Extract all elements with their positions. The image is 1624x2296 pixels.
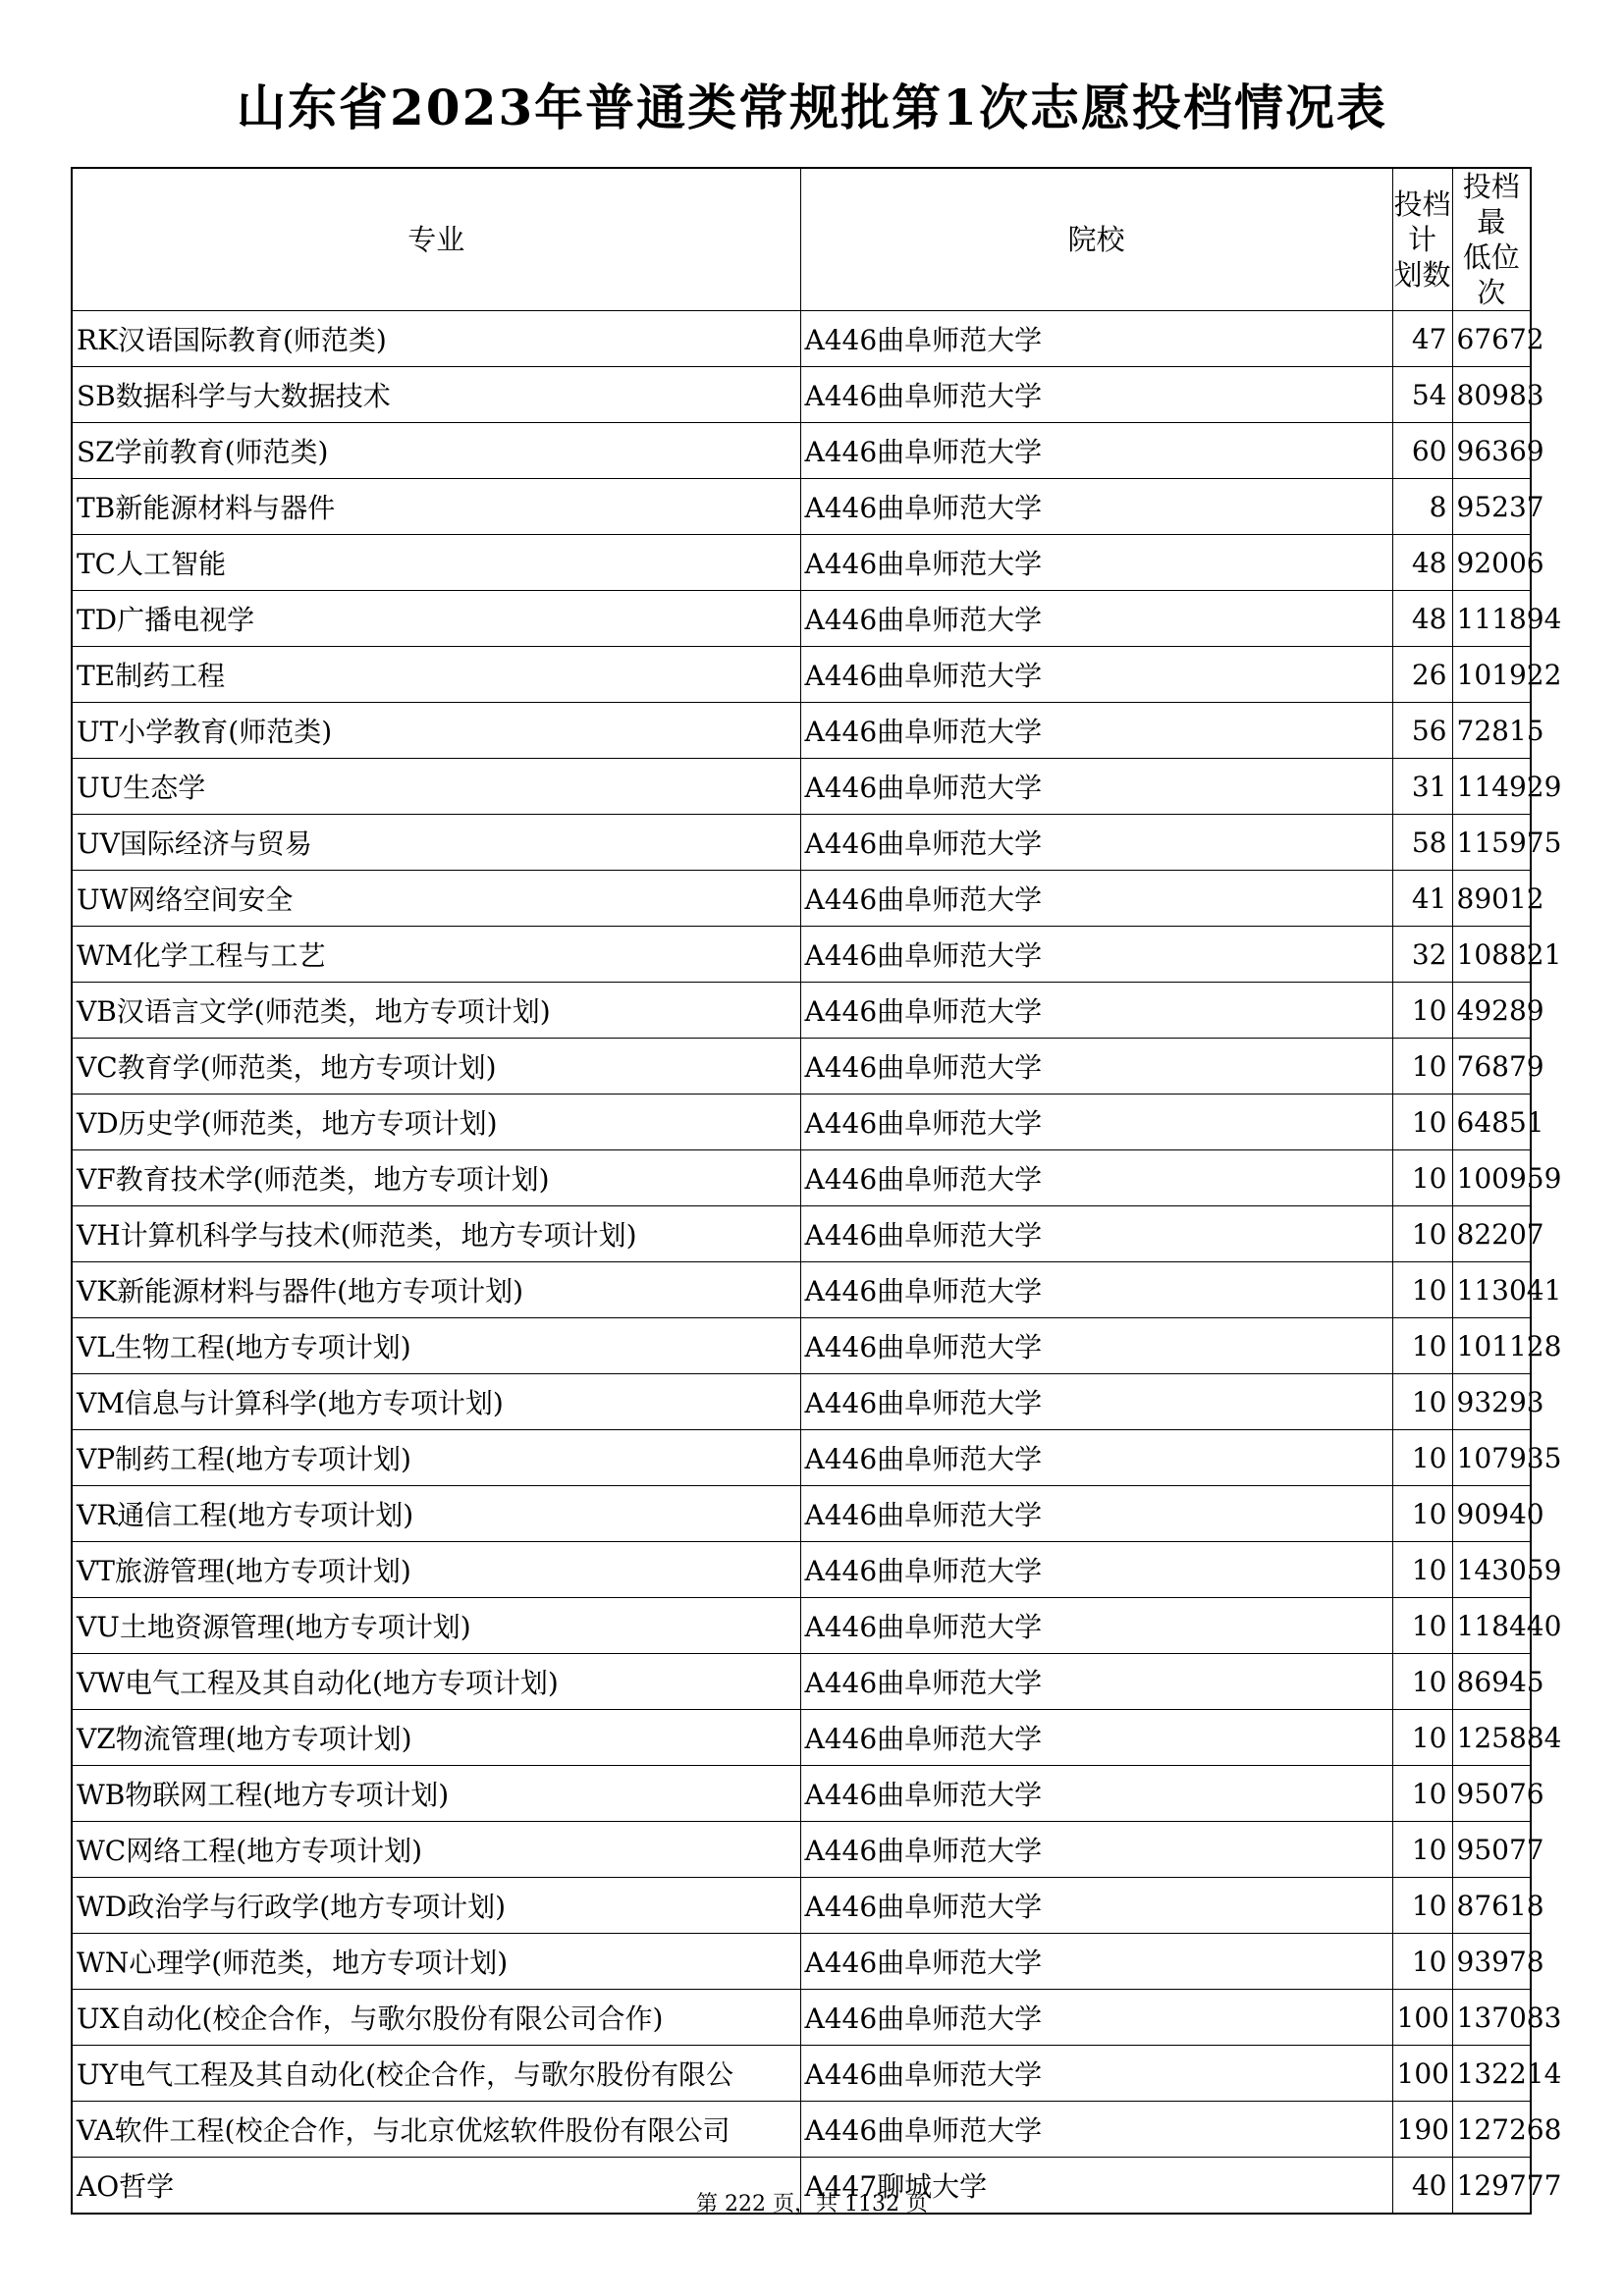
cell-school: A446曲阜师范大学: [800, 535, 1392, 591]
cell-major: UU生态学: [72, 759, 800, 815]
cell-school: A446曲阜师范大学: [800, 1318, 1392, 1374]
cell-plan: 40: [1392, 2158, 1452, 2215]
cell-plan: 58: [1392, 815, 1452, 871]
cell-school: A446曲阜师范大学: [800, 1654, 1392, 1710]
table-row: [72, 1934, 1531, 1990]
cell-school: A446曲阜师范大学: [800, 1822, 1392, 1878]
table-row: [72, 1486, 1531, 1542]
table-row: [72, 367, 1531, 423]
table-row: [72, 871, 1531, 927]
cell-plan: 190: [1392, 2102, 1452, 2158]
table-row: [72, 2046, 1531, 2102]
page-footer: 第 222 页，共 1132 页: [696, 2192, 928, 2216]
table-row: [72, 1822, 1531, 1878]
cell-major: WD政治学与行政学(地方专项计划): [72, 1878, 800, 1934]
cell-rank: 132214: [1452, 2046, 1531, 2102]
cell-major: VC教育学(师范类，地方专项计划): [72, 1039, 800, 1095]
cell-major: VK新能源材料与器件(地方专项计划): [72, 1262, 800, 1318]
cell-rank: 137083: [1452, 1990, 1531, 2046]
table-row: [72, 927, 1531, 983]
cell-plan: 10: [1392, 1095, 1452, 1150]
table-row: [72, 1598, 1531, 1654]
cell-school: A446曲阜师范大学: [800, 1262, 1392, 1318]
cell-school: A446曲阜师范大学: [800, 759, 1392, 815]
cell-major: VH计算机科学与技术(师范类，地方专项计划): [72, 1206, 800, 1262]
cell-plan: 10: [1392, 1430, 1452, 1486]
cell-plan: 10: [1392, 1039, 1452, 1095]
cell-school: A446曲阜师范大学: [800, 2046, 1392, 2102]
table-row: [72, 1318, 1531, 1374]
cell-plan: 10: [1392, 1150, 1452, 1206]
cell-school: A446曲阜师范大学: [800, 1039, 1392, 1095]
cell-major: WN心理学(师范类，地方专项计划): [72, 1934, 800, 1990]
cell-plan: 41: [1392, 871, 1452, 927]
cell-rank: 82207: [1452, 1206, 1531, 1262]
table-row: [72, 591, 1531, 647]
table-row: [72, 1374, 1531, 1430]
cell-rank: 76879: [1452, 1039, 1531, 1095]
cell-rank: 143059: [1452, 1542, 1531, 1598]
cell-school: A446曲阜师范大学: [800, 647, 1392, 703]
cell-school: A446曲阜师范大学: [800, 1710, 1392, 1766]
cell-plan: 10: [1392, 1206, 1452, 1262]
cell-plan: 10: [1392, 983, 1452, 1039]
cell-rank: 87618: [1452, 1878, 1531, 1934]
table-row: [72, 2102, 1531, 2158]
cell-major: UV国际经济与贸易: [72, 815, 800, 871]
cell-plan: 10: [1392, 1318, 1452, 1374]
cell-rank: 92006: [1452, 535, 1531, 591]
header-rank: [1452, 168, 1531, 311]
cell-major: SB数据科学与大数据技术: [72, 367, 800, 423]
cell-plan: 10: [1392, 1766, 1452, 1822]
cell-rank: 95237: [1452, 479, 1531, 535]
cell-major: AO哲学: [72, 2158, 800, 2215]
cell-school: A446曲阜师范大学: [800, 1934, 1392, 1990]
cell-plan: 10: [1392, 1374, 1452, 1430]
cell-rank: 67672: [1452, 311, 1531, 367]
cell-major: TD广播电视学: [72, 591, 800, 647]
cell-plan: 31: [1392, 759, 1452, 815]
cell-school: A446曲阜师范大学: [800, 479, 1392, 535]
cell-major: UY电气工程及其自动化(校企合作，与歌尔股份有限公: [72, 2046, 800, 2102]
cell-plan: 10: [1392, 1598, 1452, 1654]
cell-school: A446曲阜师范大学: [800, 927, 1392, 983]
cell-school: A446曲阜师范大学: [800, 871, 1392, 927]
table-row: [72, 1766, 1531, 1822]
cell-school: A446曲阜师范大学: [800, 2102, 1392, 2158]
cell-rank: 125884: [1452, 1710, 1531, 1766]
cell-school: A446曲阜师范大学: [800, 423, 1392, 479]
cell-school: A446曲阜师范大学: [800, 1206, 1392, 1262]
table-row: [72, 1878, 1531, 1934]
cell-major: WM化学工程与工艺: [72, 927, 800, 983]
table-row: [72, 703, 1531, 759]
cell-major: SZ学前教育(师范类): [72, 423, 800, 479]
cell-rank: 95076: [1452, 1766, 1531, 1822]
cell-rank: 108821: [1452, 927, 1531, 983]
cell-major: TC人工智能: [72, 535, 800, 591]
cell-rank: 111894: [1452, 591, 1531, 647]
cell-plan: 54: [1392, 367, 1452, 423]
table-row: [72, 1430, 1531, 1486]
cell-major: TE制药工程: [72, 647, 800, 703]
header-plan-line1: 投档计: [1393, 187, 1451, 256]
cell-major: WB物联网工程(地方专项计划): [72, 1766, 800, 1822]
cell-plan: 10: [1392, 1262, 1452, 1318]
table-row: [72, 815, 1531, 871]
table-row: [72, 1710, 1531, 1766]
cell-plan: 10: [1392, 1822, 1452, 1878]
table-row: [72, 1039, 1531, 1095]
cell-major: VB汉语言文学(师范类，地方专项计划): [72, 983, 800, 1039]
cell-plan: 26: [1392, 647, 1452, 703]
cell-major: WC网络工程(地方专项计划): [72, 1822, 800, 1878]
cell-rank: 86945: [1452, 1654, 1531, 1710]
cell-school: A446曲阜师范大学: [800, 1374, 1392, 1430]
cell-plan: 47: [1392, 311, 1452, 367]
admission-table: [71, 167, 1562, 2215]
cell-major: VT旅游管理(地方专项计划): [72, 1542, 800, 1598]
table-row: [72, 1990, 1531, 2046]
cell-rank: 90940: [1452, 1486, 1531, 1542]
cell-plan: 10: [1392, 1654, 1452, 1710]
header-plan-line2: 划数: [1393, 258, 1451, 292]
cell-major: VW电气工程及其自动化(地方专项计划): [72, 1654, 800, 1710]
cell-school: A446曲阜师范大学: [800, 1878, 1392, 1934]
cell-major: VF教育技术学(师范类，地方专项计划): [72, 1150, 800, 1206]
cell-school: A446曲阜师范大学: [800, 1542, 1392, 1598]
cell-plan: 100: [1392, 1990, 1452, 2046]
page-title: 山东省2023年普通类常规批第1次志愿投档情况表: [237, 79, 1387, 136]
table-row: [72, 1095, 1531, 1150]
header-plan: [1392, 168, 1452, 311]
cell-school: A446曲阜师范大学: [800, 1150, 1392, 1206]
table-row: [72, 759, 1531, 815]
cell-plan: 100: [1392, 2046, 1452, 2102]
cell-major: UX自动化(校企合作，与歌尔股份有限公司合作): [72, 1990, 800, 2046]
cell-rank: 118440: [1452, 1598, 1531, 1654]
cell-school: A446曲阜师范大学: [800, 983, 1392, 1039]
cell-school: A446曲阜师范大学: [800, 1486, 1392, 1542]
table-row: [72, 535, 1531, 591]
table-row: [72, 1654, 1531, 1710]
cell-rank: 93293: [1452, 1374, 1531, 1430]
cell-major: VR通信工程(地方专项计划): [72, 1486, 800, 1542]
cell-school: A446曲阜师范大学: [800, 703, 1392, 759]
cell-major: TB新能源材料与器件: [72, 479, 800, 535]
cell-rank: 89012: [1452, 871, 1531, 927]
header-row: [72, 168, 1531, 311]
cell-rank: 113041: [1452, 1262, 1531, 1318]
cell-plan: 10: [1392, 1934, 1452, 1990]
cell-major: UT小学教育(师范类): [72, 703, 800, 759]
cell-rank: 114929: [1452, 759, 1531, 815]
header-rank-line2: 低位次: [1462, 240, 1520, 309]
cell-plan: 56: [1392, 703, 1452, 759]
cell-rank: 107935: [1452, 1430, 1531, 1486]
cell-school: A446曲阜师范大学: [800, 1990, 1392, 2046]
table-row: [72, 983, 1531, 1039]
cell-major: VL生物工程(地方专项计划): [72, 1318, 800, 1374]
cell-plan: 60: [1392, 423, 1452, 479]
cell-rank: 49289: [1452, 983, 1531, 1039]
cell-rank: 95077: [1452, 1822, 1531, 1878]
cell-rank: 72815: [1452, 703, 1531, 759]
cell-plan: 10: [1392, 1710, 1452, 1766]
cell-rank: 127268: [1452, 2102, 1531, 2158]
table-row: [72, 1206, 1531, 1262]
cell-rank: 93978: [1452, 1934, 1531, 1990]
table-row: [72, 311, 1531, 367]
cell-major: VA软件工程(校企合作，与北京优炫软件股份有限公司: [72, 2102, 800, 2158]
table-body: [72, 311, 1562, 2215]
cell-school: A446曲阜师范大学: [800, 1766, 1392, 1822]
cell-major: VU土地资源管理(地方专项计划): [72, 1598, 800, 1654]
cell-rank: 96369: [1452, 423, 1531, 479]
cell-plan: 48: [1392, 535, 1452, 591]
cell-rank: 64851: [1452, 1095, 1531, 1150]
cell-major: VP制药工程(地方专项计划): [72, 1430, 800, 1486]
cell-major: VD历史学(师范类，地方专项计划): [72, 1095, 800, 1150]
table-row: [72, 423, 1531, 479]
cell-school: A446曲阜师范大学: [800, 1095, 1392, 1150]
header-rank-line1: 投档最: [1462, 170, 1520, 239]
cell-major: RK汉语国际教育(师范类): [72, 311, 800, 367]
cell-plan: 48: [1392, 591, 1452, 647]
cell-major: VZ物流管理(地方专项计划): [72, 1710, 800, 1766]
cell-rank: 101128: [1452, 1318, 1531, 1374]
header-major: 专业: [72, 168, 800, 311]
table-row: [72, 1262, 1531, 1318]
cell-plan: 10: [1392, 1542, 1452, 1598]
header-school: 院校: [800, 168, 1392, 311]
cell-school: A446曲阜师范大学: [800, 311, 1392, 367]
cell-rank: 100959: [1452, 1150, 1531, 1206]
table-row: [72, 647, 1531, 703]
cell-major: VM信息与计算科学(地方专项计划): [72, 1374, 800, 1430]
cell-rank: 115975: [1452, 815, 1531, 871]
cell-school: A447聊城大学: [800, 2158, 1392, 2215]
cell-school: A446曲阜师范大学: [800, 367, 1392, 423]
cell-school: A446曲阜师范大学: [800, 815, 1392, 871]
cell-plan: 10: [1392, 1486, 1452, 1542]
cell-school: A446曲阜师范大学: [800, 1598, 1392, 1654]
cell-plan: 8: [1392, 479, 1452, 535]
table-row: [72, 1542, 1531, 1598]
cell-plan: 10: [1392, 1878, 1452, 1934]
cell-rank: 129777: [1452, 2158, 1531, 2215]
table-row: [72, 479, 1531, 535]
cell-rank: 101922: [1452, 647, 1531, 703]
cell-major: UW网络空间安全: [72, 871, 800, 927]
cell-plan: 32: [1392, 927, 1452, 983]
cell-school: A446曲阜师范大学: [800, 591, 1392, 647]
cell-school: A446曲阜师范大学: [800, 1430, 1392, 1486]
cell-rank: 80983: [1452, 367, 1531, 423]
table-row: [72, 1150, 1531, 1206]
